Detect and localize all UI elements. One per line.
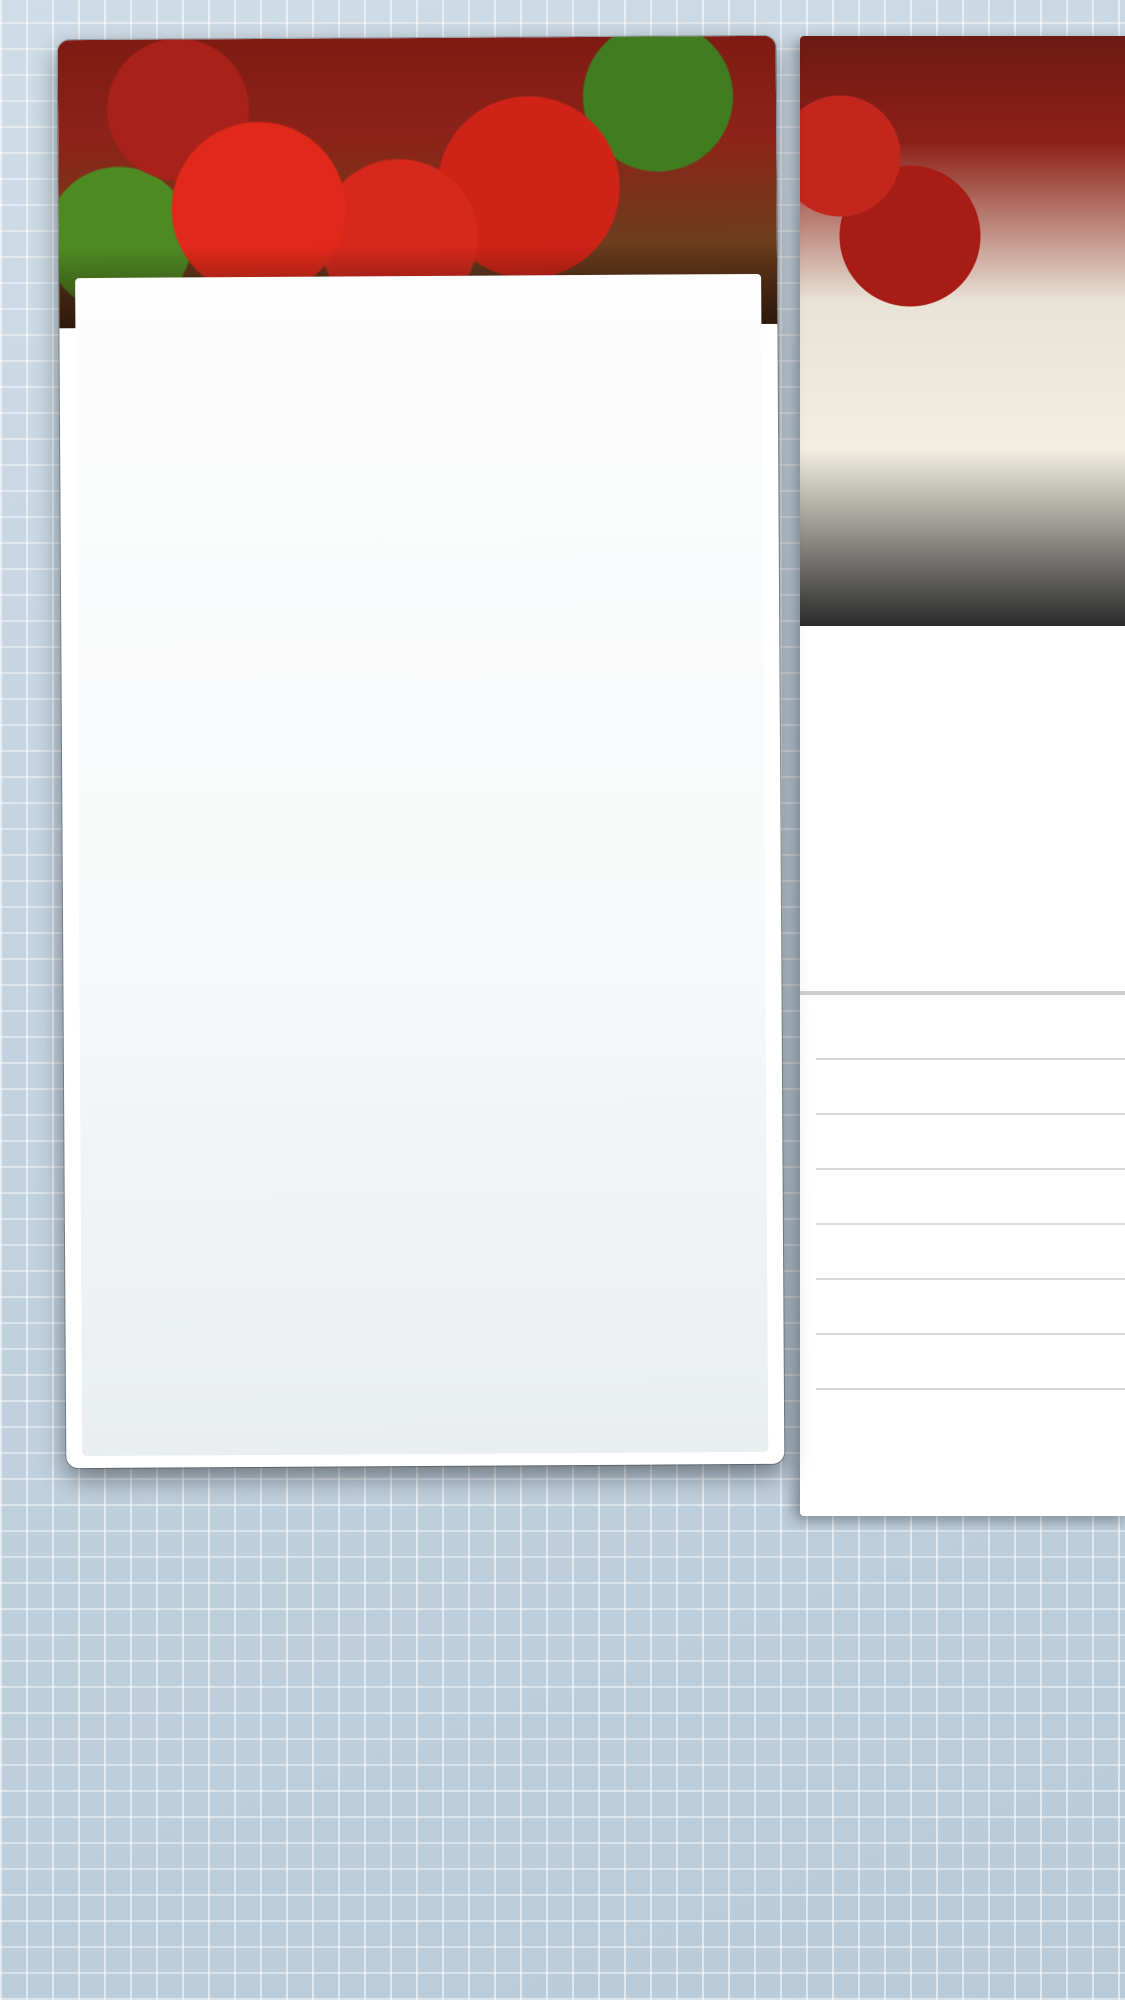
column-xlarge-slices xyxy=(672,280,761,281)
right-page-rule xyxy=(816,1223,1125,1225)
column-xlarge-size xyxy=(672,280,761,281)
menu-item-list xyxy=(90,346,750,350)
column-moyenne-name xyxy=(494,281,583,282)
right-page-rule xyxy=(816,1278,1125,1280)
right-page-rule xyxy=(816,1388,1125,1390)
column-larges-name xyxy=(583,280,672,281)
column-petite-name xyxy=(405,282,494,283)
column-larges xyxy=(583,280,672,341)
column-moyenne xyxy=(494,281,583,342)
column-petite-size xyxy=(405,282,494,283)
right-page-rule xyxy=(816,1058,1125,1060)
column-larges-size xyxy=(583,280,672,281)
column-larges-slices xyxy=(583,280,672,281)
right-page-rule xyxy=(816,1168,1125,1170)
right-page-divider xyxy=(800,991,1125,995)
right-page-photo xyxy=(800,36,1125,626)
column-petite-slices xyxy=(405,282,494,283)
right-page-body xyxy=(800,626,1125,1516)
right-page-rule xyxy=(816,1113,1125,1115)
right-page-rule xyxy=(816,1333,1125,1335)
pizza-menu-page xyxy=(58,36,785,1468)
column-xlarge-name xyxy=(672,280,761,281)
column-xlarge xyxy=(672,280,761,341)
promo-badge xyxy=(388,82,421,149)
footer-note xyxy=(100,1382,760,1457)
column-moyenne-slices xyxy=(494,281,583,282)
column-petite xyxy=(405,282,494,343)
price-table xyxy=(75,274,768,1456)
column-moyenne-size xyxy=(494,281,583,282)
price-table-header xyxy=(405,280,761,342)
right-menu-page xyxy=(800,36,1125,1516)
